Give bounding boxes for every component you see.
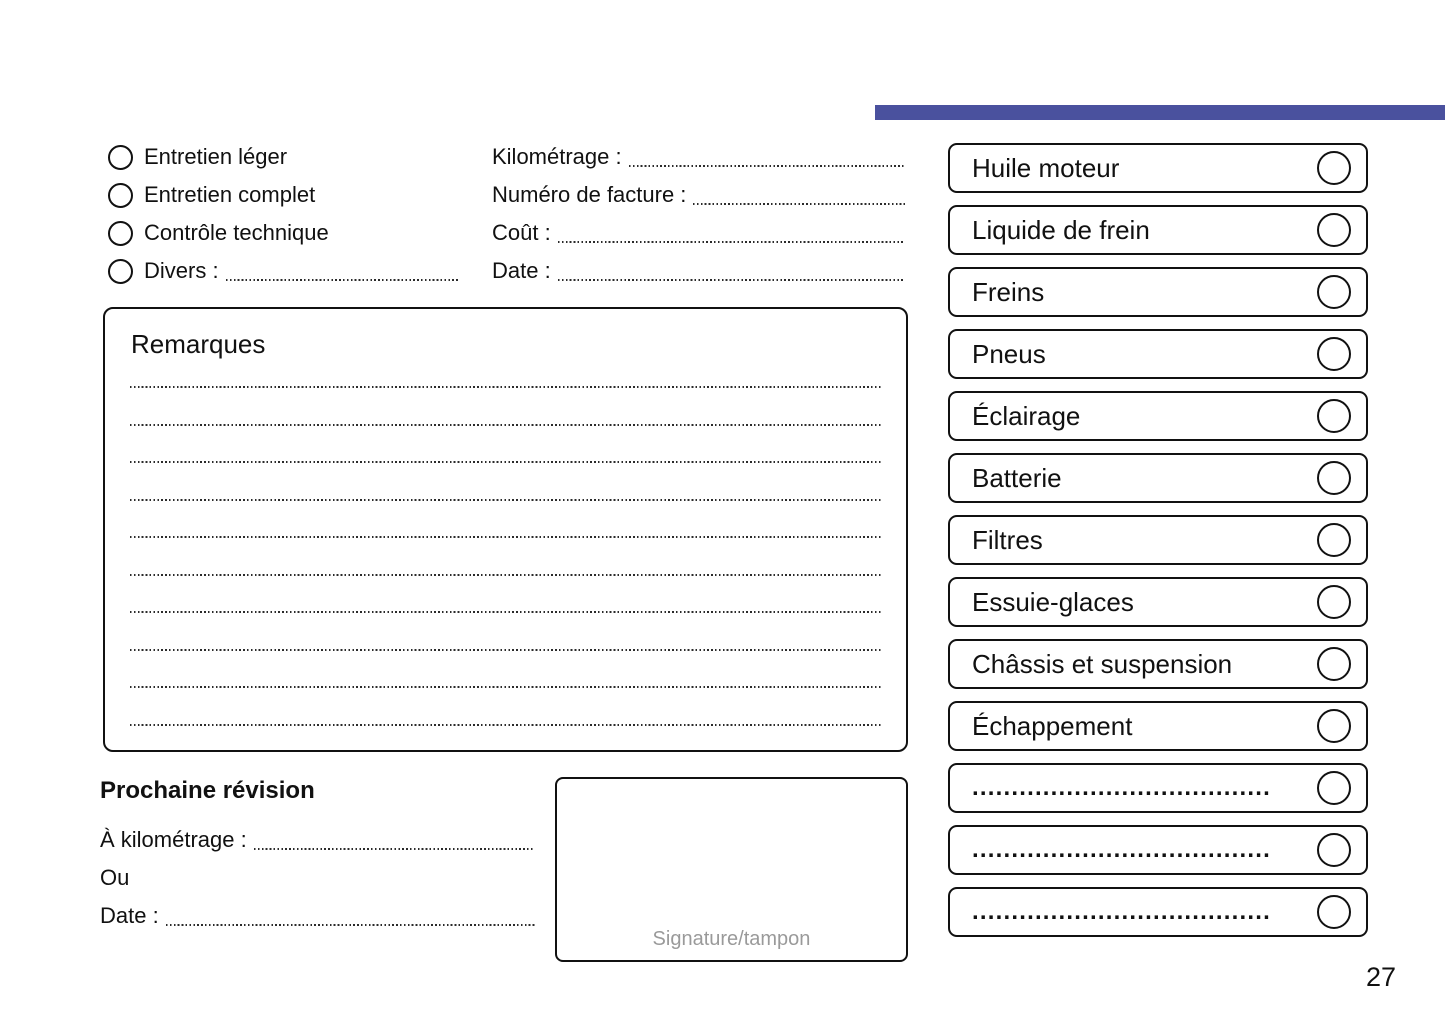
remark-blank-line <box>130 536 881 538</box>
check-circle-icon[interactable] <box>1317 647 1351 681</box>
remark-blank-line <box>130 386 881 388</box>
check-circle-icon[interactable] <box>1317 709 1351 743</box>
remarks-title: Remarques <box>131 329 266 359</box>
checklist-label: Échappement <box>972 710 1133 741</box>
field-cout <box>492 214 905 252</box>
checklist-row-pneus <box>948 329 1368 379</box>
dotted-line <box>558 241 905 243</box>
dotted-line <box>254 848 535 850</box>
next-service-title: Prochaine révision <box>100 777 315 804</box>
checklist-row-freins <box>948 267 1368 317</box>
signature-box <box>555 777 908 962</box>
checklist-label: Huile moteur <box>972 152 1120 183</box>
service-type-options <box>108 138 460 290</box>
checklist-row-eclairage <box>948 391 1368 441</box>
invoice-fields <box>492 138 905 290</box>
option-row-controle-technique <box>108 214 460 252</box>
field-label: Date : <box>100 903 159 928</box>
checklist-blank-label: ...................................... <box>972 898 1271 925</box>
checklist-blank-label: ...................................... <box>972 774 1271 801</box>
radio-circle-icon[interactable] <box>108 183 133 208</box>
checklist-label: Châssis et suspension <box>972 648 1233 679</box>
next-service-row-kilometrage <box>100 821 535 859</box>
dotted-line <box>558 279 905 281</box>
radio-circle-icon[interactable] <box>108 145 133 170</box>
next-service-row-ou <box>100 859 535 897</box>
option-label: Entretien complet <box>144 182 316 207</box>
remark-blank-line <box>130 499 881 501</box>
dotted-line <box>629 165 905 167</box>
check-circle-icon[interactable] <box>1317 151 1351 185</box>
field-label: Numéro de facture : <box>492 182 687 207</box>
check-circle-icon[interactable] <box>1317 399 1351 433</box>
checklist-label: Batterie <box>972 462 1062 493</box>
check-circle-icon[interactable] <box>1317 275 1351 309</box>
checklist-row-blank-1 <box>948 763 1368 813</box>
check-circle-icon[interactable] <box>1317 771 1351 805</box>
checklist-label: Freins <box>972 276 1045 307</box>
checklist-row-blank-2 <box>948 825 1368 875</box>
checklist-row-blank-3 <box>948 887 1368 937</box>
signature-caption: Signature/tampon <box>652 928 811 950</box>
dotted-line <box>226 279 460 281</box>
checklist-label: Essuie-glaces <box>972 586 1134 617</box>
next-service-row-date <box>100 897 535 935</box>
checklist-row-liquide-de-frein <box>948 205 1368 255</box>
check-circle-icon[interactable] <box>1317 895 1351 929</box>
field-label: À kilométrage : <box>100 827 247 852</box>
remarks-box <box>103 307 908 752</box>
checklist-row-echappement <box>948 701 1368 751</box>
checklist-label: Éclairage <box>972 400 1081 431</box>
checklist-row-filtres <box>948 515 1368 565</box>
checklist-row-huile-moteur <box>948 143 1368 193</box>
checklist-label: Liquide de frein <box>972 214 1150 245</box>
check-circle-icon[interactable] <box>1317 523 1351 557</box>
option-row-divers <box>108 252 460 290</box>
checklist-label: Pneus <box>972 338 1046 369</box>
check-circle-icon[interactable] <box>1317 213 1351 247</box>
field-label: Kilométrage : <box>492 144 622 169</box>
field-label: Coût : <box>492 220 551 245</box>
option-row-entretien-leger <box>108 138 460 176</box>
next-service-section <box>100 777 535 935</box>
checklist-row-essuie-glaces <box>948 577 1368 627</box>
remark-blank-line <box>130 574 881 576</box>
check-circle-icon[interactable] <box>1317 585 1351 619</box>
option-row-entretien-complet <box>108 176 460 214</box>
field-date <box>492 252 905 290</box>
dotted-line <box>693 203 905 205</box>
remark-blank-line <box>130 724 881 726</box>
inspection-checklist <box>948 143 1368 937</box>
checklist-row-batterie <box>948 453 1368 503</box>
check-circle-icon[interactable] <box>1317 833 1351 867</box>
radio-circle-icon[interactable] <box>108 259 133 284</box>
remark-blank-line <box>130 649 881 651</box>
check-circle-icon[interactable] <box>1317 337 1351 371</box>
field-label: Ou <box>100 865 130 890</box>
checklist-label: Filtres <box>972 524 1043 555</box>
remark-blank-line <box>130 686 881 688</box>
radio-circle-icon[interactable] <box>108 221 133 246</box>
field-numero-facture <box>492 176 905 214</box>
option-label: Divers : <box>144 258 219 283</box>
option-label: Contrôle technique <box>144 220 329 245</box>
dotted-line <box>166 924 535 926</box>
checklist-blank-label: ...................................... <box>972 836 1271 863</box>
page-number: 27 <box>1366 962 1397 992</box>
checklist-row-chassis-et-suspension <box>948 639 1368 689</box>
field-label: Date : <box>492 258 551 283</box>
field-kilometrage <box>492 138 905 176</box>
remark-blank-line <box>130 424 881 426</box>
remark-blank-line <box>130 461 881 463</box>
accent-bar <box>875 105 1445 120</box>
check-circle-icon[interactable] <box>1317 461 1351 495</box>
remark-blank-line <box>130 611 881 613</box>
option-label: Entretien léger <box>144 144 288 169</box>
